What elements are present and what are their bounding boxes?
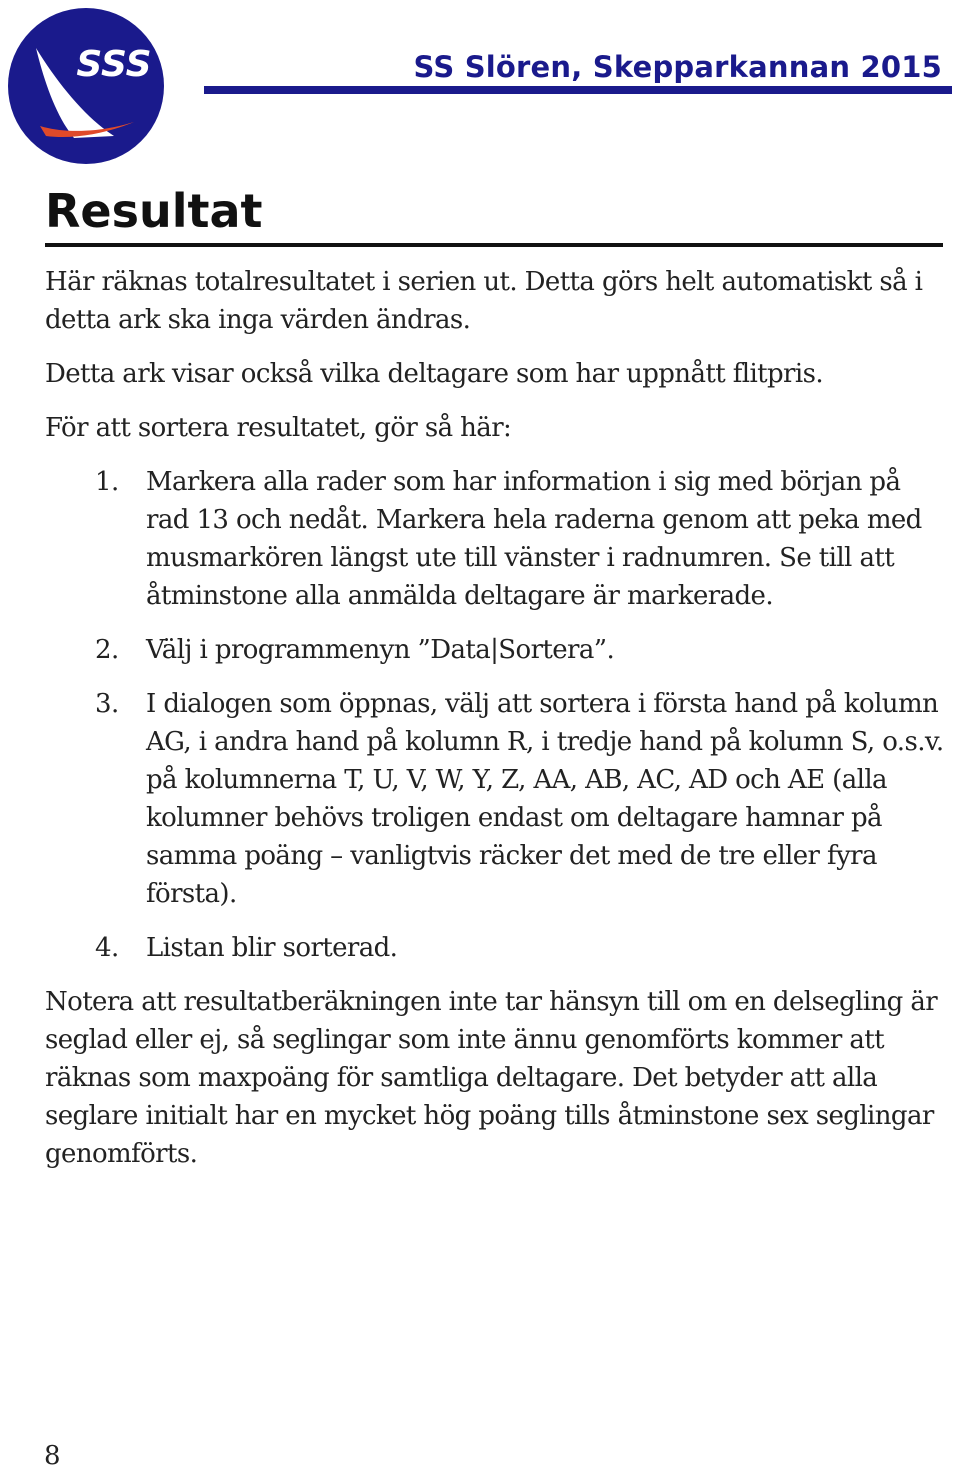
list-item bbox=[45, 685, 945, 913]
page-number: 8 bbox=[44, 1441, 61, 1471]
step-text: I dialogen som öppnas, välj att sortera i första hand på kolumn AG, i andra hand på kolumn R, i tredje hand på kolumn S, o.s.v. på kolumnerna T, U, V, W, Y, Z, AA, AB, AC, AD och AE (alla kolumner behövs troligen endast om deltagare hamnar på samma poäng – vanligtvis räcker det med de tre eller fyra första). bbox=[146, 689, 944, 909]
sort-steps-list bbox=[45, 463, 945, 967]
step-number: 2. bbox=[95, 635, 119, 665]
flitpris-paragraph: Detta ark visar också vilka deltagare som har uppnått flitpris. bbox=[45, 359, 824, 389]
page-title: Resultat bbox=[45, 184, 263, 238]
step-text: Markera alla rader som har information i sig med början på rad 13 och nedåt. Markera hela raderna genom att peka med musmarkören längst ute till vänster i radnumren. Se till att åtminstone alla anmälda deltagare är markerade. bbox=[146, 467, 922, 611]
club-logo bbox=[6, 6, 166, 166]
header-rule bbox=[204, 86, 952, 94]
list-item bbox=[45, 463, 945, 615]
step-text: Välj i programmenyn ”Data|Sortera”. bbox=[146, 635, 615, 665]
list-item bbox=[45, 929, 945, 967]
step-number: 4. bbox=[95, 933, 119, 963]
title-rule bbox=[45, 243, 943, 247]
logo-text: SSS bbox=[76, 44, 152, 85]
step-number: 1. bbox=[95, 467, 119, 497]
sailboat-logo-icon bbox=[6, 6, 166, 166]
list-item bbox=[45, 631, 945, 669]
body-text bbox=[45, 263, 945, 1189]
note-paragraph: Notera att resultatberäkningen inte tar hänsyn till om en delsegling är seglad eller ej, så seglingar som inte ännu genomförts kommer att räknas som maxpoäng för samtliga deltagare. Det betyder att alla seglare initialt har en mycket hög poäng tills åtminstone sex seglingar genomförts. bbox=[45, 987, 938, 1169]
document-header-title: SS Slören, Skepparkannan 2015 bbox=[413, 50, 942, 84]
step-number: 3. bbox=[95, 689, 119, 719]
step-text: Listan blir sorterad. bbox=[146, 933, 398, 963]
intro-paragraph: Här räknas totalresultatet i serien ut. Detta görs helt automatiskt så i detta ark ska inga värden ändras. bbox=[45, 267, 923, 335]
sort-instructions-intro: För att sortera resultatet, gör så här: bbox=[45, 413, 512, 443]
